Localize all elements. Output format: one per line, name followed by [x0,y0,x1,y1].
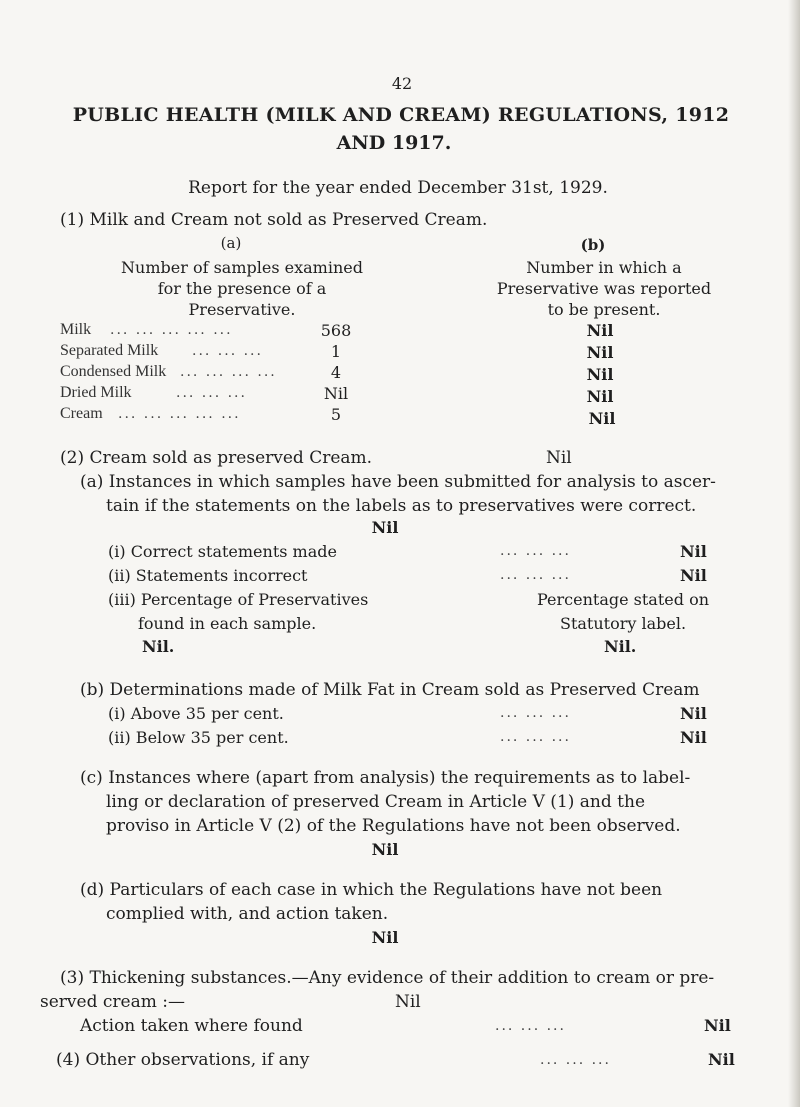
row-label: Separated Milk [60,342,159,359]
item-ii-label: (ii) Statements incorrect [108,566,308,585]
item-i-value: Nil [680,542,707,561]
section1-heading: (1) Milk and Cream not sold as Preserved Cream. [60,210,488,230]
b-item-i-label: (i) Above 35 per cent. [108,704,284,723]
row-value-b: Nil [586,343,614,362]
row-value-a: 5 [330,405,342,424]
dot-leader: ... ... ... [176,385,247,401]
section2-heading: (2) Cream sold as preserved Cream. [60,448,373,468]
section2d-line-1: (d) Particulars of each case in which the Regulations have not been [80,880,663,900]
row-label: Cream [60,405,103,422]
col-b-header-1: Number in which a [526,258,682,277]
report-line: Report for the year ended December 31st, 1929. [188,178,608,198]
title-line-2: AND 1917. [336,132,452,154]
section2a-line-1: (a) Instances in which samples have been submitted for analysis to ascer- [80,472,716,492]
dot-leader: ... ... ... [500,543,571,559]
dot-leader: ... ... ... [192,343,263,359]
dot-leader: ... ... ... [540,1052,611,1068]
section2c-line-1: (c) Instances where (apart from analysis) the requirements as to label- [80,768,691,788]
title-line-1: PUBLIC HEALTH (MILK AND CREAM) REGULATIONS, 1912 [72,104,730,126]
page-edge-shadow [788,0,800,1107]
dot-leader: ... ... ... [495,1018,566,1034]
section2c-value: Nil [371,840,399,859]
section2a-line-2: tain if the statements on the labels as to preservatives were correct. [106,496,697,516]
item-iii-right-1: Percentage stated on [537,590,710,609]
row-value-b: Nil [586,387,614,406]
item-iii-right-value: Nil. [604,637,637,656]
row-value-a: Nil [323,384,349,403]
row-value-b: Nil [586,321,614,340]
dot-leader: ... ... ... ... ... [110,322,233,338]
col-a-marker: (a) [220,234,242,252]
col-a-header-2: for the presence of a [157,279,327,298]
page-number: 42 [391,74,413,93]
item-iii-left-2: found in each sample. [138,614,317,633]
action-value: Nil [704,1016,731,1035]
col-b-header-2: Preservative was reported [496,279,712,298]
item-ii-value: Nil [680,566,707,585]
b-item-ii-label: (ii) Below 35 per cent. [108,728,289,747]
dot-leader: ... ... ... [500,567,571,583]
section4-label: (4) Other observations, if any [56,1050,310,1070]
section2a-value: Nil [371,518,399,537]
row-value-a: 1 [330,342,342,361]
row-value-a: 4 [330,363,342,382]
dot-leader: ... ... ... ... [180,364,277,380]
dot-leader: ... ... ... [500,705,571,721]
action-label: Action taken where found [80,1016,303,1036]
section3-line-2-value: Nil [395,992,421,1012]
item-i-label: (i) Correct statements made [108,542,337,561]
row-value-b: Nil [586,365,614,384]
row-label: Condensed Milk [60,363,167,380]
row-value-b: Nil [588,409,616,428]
col-b-marker: (b) [580,236,606,254]
col-a-header-3: Preservative. [188,300,296,319]
section4-value: Nil [708,1050,735,1069]
item-iii-right-2: Statutory label. [560,614,687,633]
dot-leader: ... ... ... [500,729,571,745]
row-label: Dried Milk [60,384,132,401]
section2-heading-value: Nil [546,448,572,468]
dot-leader: ... ... ... ... ... [118,406,241,422]
section2b-text: (b) Determinations made of Milk Fat in Cream sold as Preserved Cream [80,680,700,700]
row-label: Milk [60,321,92,338]
col-b-header-3: to be present. [547,300,661,319]
section2c-line-2: ling or declaration of preserved Cream in Article V (1) and the [106,792,646,812]
b-item-i-value: Nil [680,704,707,723]
row-value-a: 568 [320,321,352,340]
b-item-ii-value: Nil [680,728,707,747]
section2d-line-2: complied with, and action taken. [106,904,389,924]
item-iii-left-1: (iii) Percentage of Preservatives [108,590,369,609]
section3-line-2: served cream :— [40,992,185,1012]
item-iii-left-value: Nil. [142,637,175,656]
col-a-header-1: Number of samples examined [121,258,363,277]
section2c-line-3: proviso in Article V (2) of the Regulations have not been observed. [106,816,681,836]
section3-line-1: (3) Thickening substances.—Any evidence of their addition to cream or pre- [60,968,715,988]
section2d-value: Nil [371,928,399,947]
